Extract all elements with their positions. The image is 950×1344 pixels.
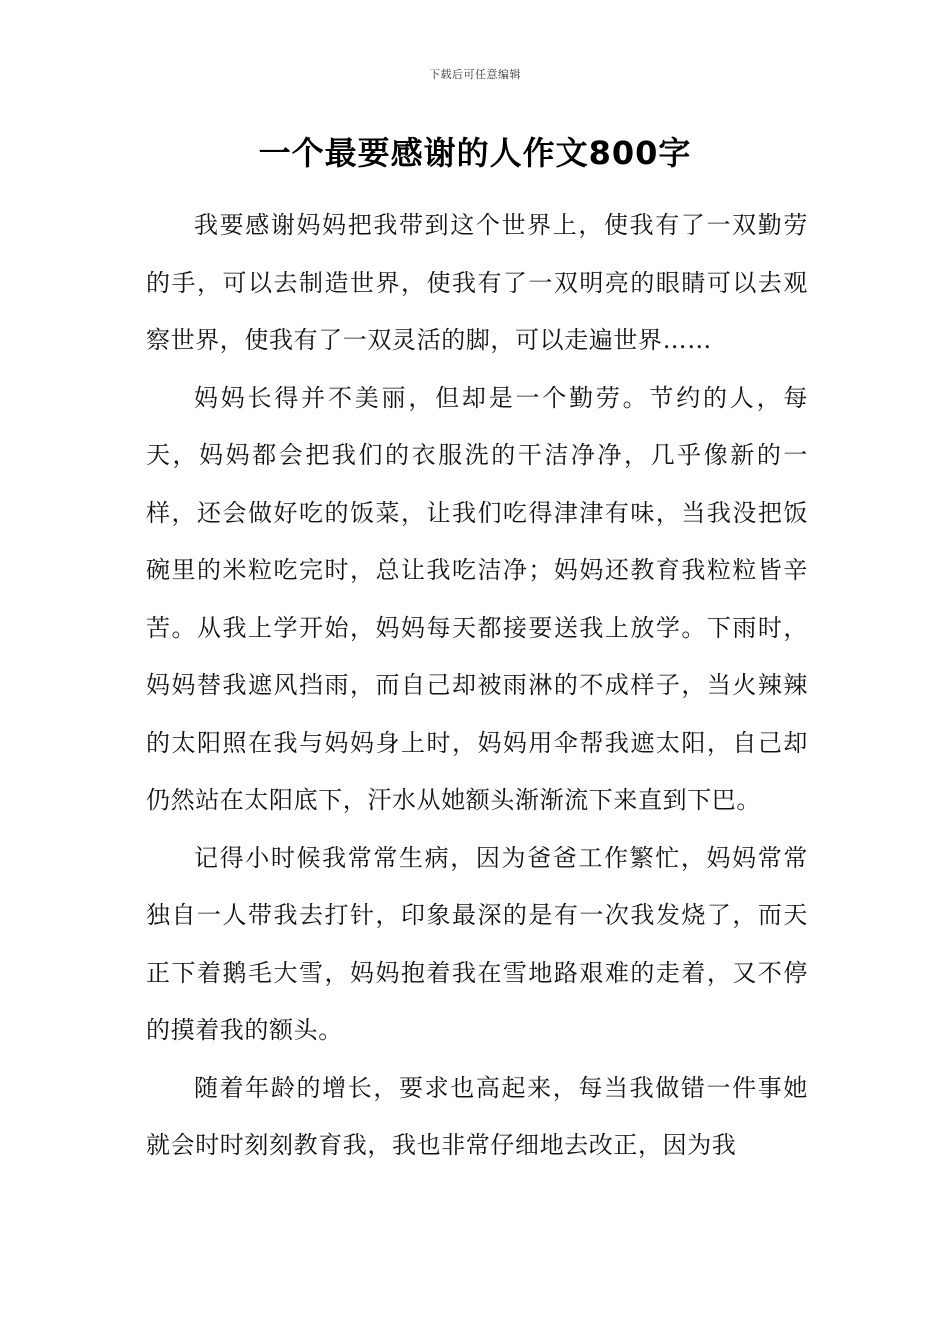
paragraph-4: 随着年龄的增长，要求也高起来，每当我做错一件事她就会时时刻刻教育我，我也非常仔细地去改正，因为我 [146, 1073, 808, 1159]
essay-body [146, 197, 808, 1175]
header-note: 下载后可任意编辑 [429, 68, 521, 81]
paragraph-2: 妈妈长得并不美丽，但却是一个勤劳。节约的人，每天，妈妈都会把我们的衣服洗的干洁净净，几乎像新的一样，还会做好吃的饭菜，让我们吃得津津有味，当我没把饭碗里的米粒吃完时，总让我吃洁净；妈妈还教育我粒粒皆辛苦。从我上学开始，妈妈每天都接要送我上放学。下雨时，妈妈替我遮风挡雨，而自己却被雨淋的不成样子，当火辣辣的太阳照在我与妈妈身上时，妈妈用伞帮我遮太阳，自己却仍然站在太阳底下，汗水从她额头渐渐流下来直到下巴。 [146, 383, 808, 814]
paragraph-3: 记得小时候我常常生病，因为爸爸工作繁忙，妈妈常常独自一人带我去打针，印象最深的是有一次我发烧了，而天正下着鹅毛大雪，妈妈抱着我在雪地路艰难的走着，又不停的摸着我的额头。 [146, 843, 808, 1044]
paragraph-1: 我要感谢妈妈把我带到这个世界上，使我有了一双勤劳的手，可以去制造世界，使我有了一双明亮的眼睛可以去观察世界，使我有了一双灵活的脚，可以走遍世界…… [146, 211, 808, 354]
page-title: 一个最要感谢的人作文800字 [258, 134, 692, 172]
